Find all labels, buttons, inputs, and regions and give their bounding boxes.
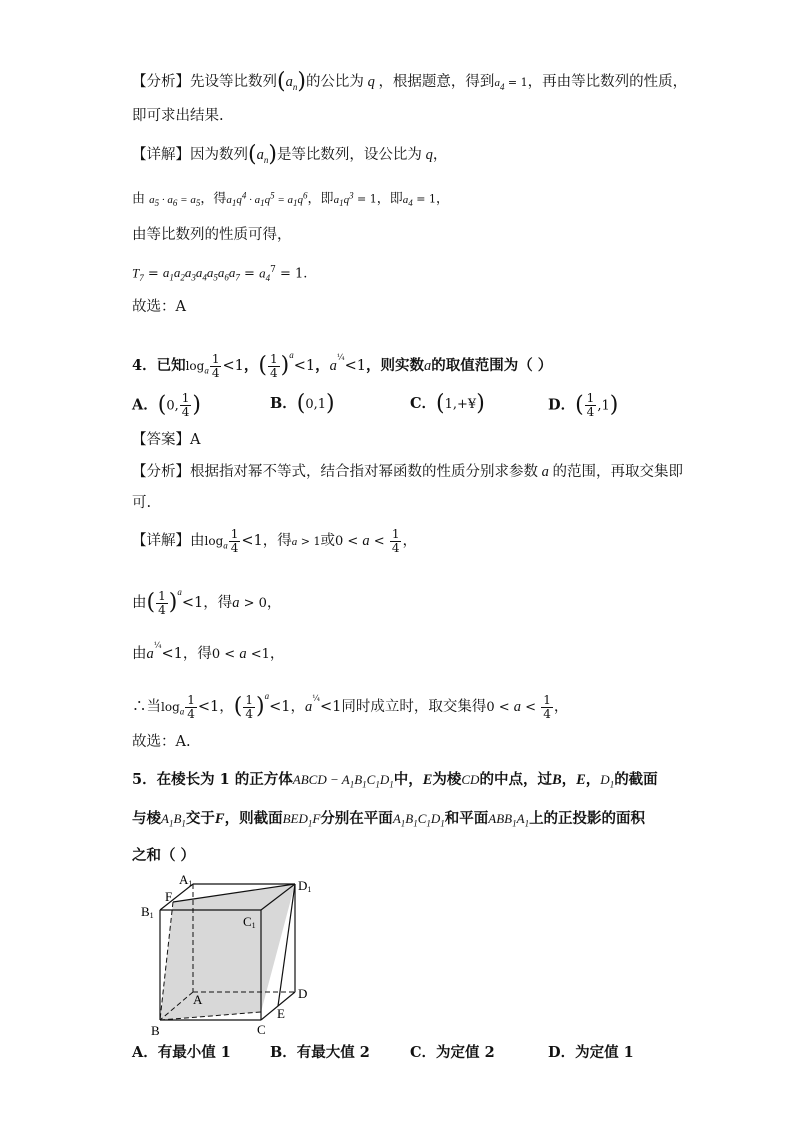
q4-detail-2: 由( $\frac{1}{4}$ )$^a$<1，得a > 0， — [132, 587, 282, 617]
analysis-paragraph-1-cont: 即可求出结果. — [132, 108, 224, 124]
label-a1: A1 — [179, 872, 193, 888]
question-5-line-1: 5．在棱长为 1 的正方体ABCD − $A_1B_1C_1D_1$中，E为棱CD的中点，过B，E，$D_1$的截面 — [132, 771, 658, 790]
q4-option-b[interactable]: B．(0,1) — [270, 391, 335, 416]
q4-analysis-cont: 可. — [132, 495, 152, 511]
q4-detail-1: 【详解】由$\log_a$ $\frac{1}{4}$ <1，得a > 1或0 < a < $\frac{1}{4}$ ， — [132, 526, 417, 555]
q4-option-d[interactable]: D．( $\frac{1}{4}$ ,1) — [548, 391, 619, 419]
q4-option-c[interactable]: C．(1,+¥) — [410, 391, 485, 416]
label-d1: D1 — [298, 878, 312, 894]
label-c: C — [257, 1022, 266, 1037]
label-b: B — [151, 1023, 160, 1038]
q4-detail-4: ∴当$\log_a$ $\frac{1}{4}$ <1，( $\frac{1}{4}$ )$^a$<1，$a^{\frac{1}{4}}<1$同时成立时，取交集得0 < a < $\frac{1}{4}$ ， — [132, 691, 569, 721]
label-e: E — [277, 1006, 285, 1021]
question-5-line-2: 与棱$A_1B_1$交于F，则截面$BED_1F$分别在平面$A_1B_1C_1D_1$和平面$ABB_1A_1$上的正投影的面积 — [132, 810, 646, 829]
q5-option-d[interactable]: D．为定值 1 — [548, 1044, 634, 1061]
label-f: F — [165, 889, 173, 904]
detail-property-line: 由等比数列的性质可得， — [132, 227, 292, 243]
detail-equation-line: 由 $a_5 \cdot a_6 = a_5$，得$a_1q^4 \cdot a_1q^5 = a_1q^6$，即$a_1q^3 = 1$，即$a_4 = 1$， — [132, 190, 450, 208]
q5-option-b[interactable]: B．有最大值 2 — [270, 1044, 370, 1061]
detail-tag: 【详解】 — [132, 147, 190, 163]
analysis-tag: 【分析】 — [132, 74, 190, 90]
label-d: D — [298, 986, 308, 1001]
label-c1: C1 — [243, 914, 256, 930]
q4-analysis: 【分析】根据指对幂不等式，结合指对幂函数的性质分别求参数 a 的范围，再取交集即 — [132, 464, 683, 480]
q5-option-c[interactable]: C．为定值 2 — [410, 1044, 495, 1061]
q5-option-a[interactable]: A．有最小值 1 — [132, 1044, 231, 1061]
question-5-line-3: 之和（ ） — [132, 847, 196, 864]
q4-detail-3: 由$a^{\frac{1}{4}}<1$，得0 < a <1， — [132, 641, 285, 662]
q4-option-a[interactable]: A．(0, $\frac{1}{4}$ ) — [132, 391, 201, 419]
choose-line-3: 故选：A — [132, 299, 186, 315]
cube-figure — [135, 872, 335, 1042]
q4-answer: 【答案】A — [132, 432, 201, 448]
q4-choose: 故选：A. — [132, 734, 191, 750]
label-b1: B1 — [141, 904, 154, 920]
label-a: A — [193, 992, 203, 1007]
analysis-paragraph-1: 【分析】先设等比数列$(a_n)$的公比为 q ，根据题意，得到$a_4 = 1$，再由等比数列的性质， — [132, 69, 688, 94]
question-4-stem: 4．已知$\log_a$ $\frac{1}{4}$ <1，( $\frac{1}{4}$ )$^a$<1，$a^{\frac{1}{4}}<1$，则实数a的取值范围为（ ） — [132, 350, 553, 380]
detail-product-line: $T_7 = a_1a_2a_3a_4a_5a_6a_7 = a_4^7 = 1$. — [132, 265, 308, 283]
detail-paragraph-2: 【详解】因为数列$(a_n)$是等比数列，设公比为 q， — [132, 142, 448, 167]
